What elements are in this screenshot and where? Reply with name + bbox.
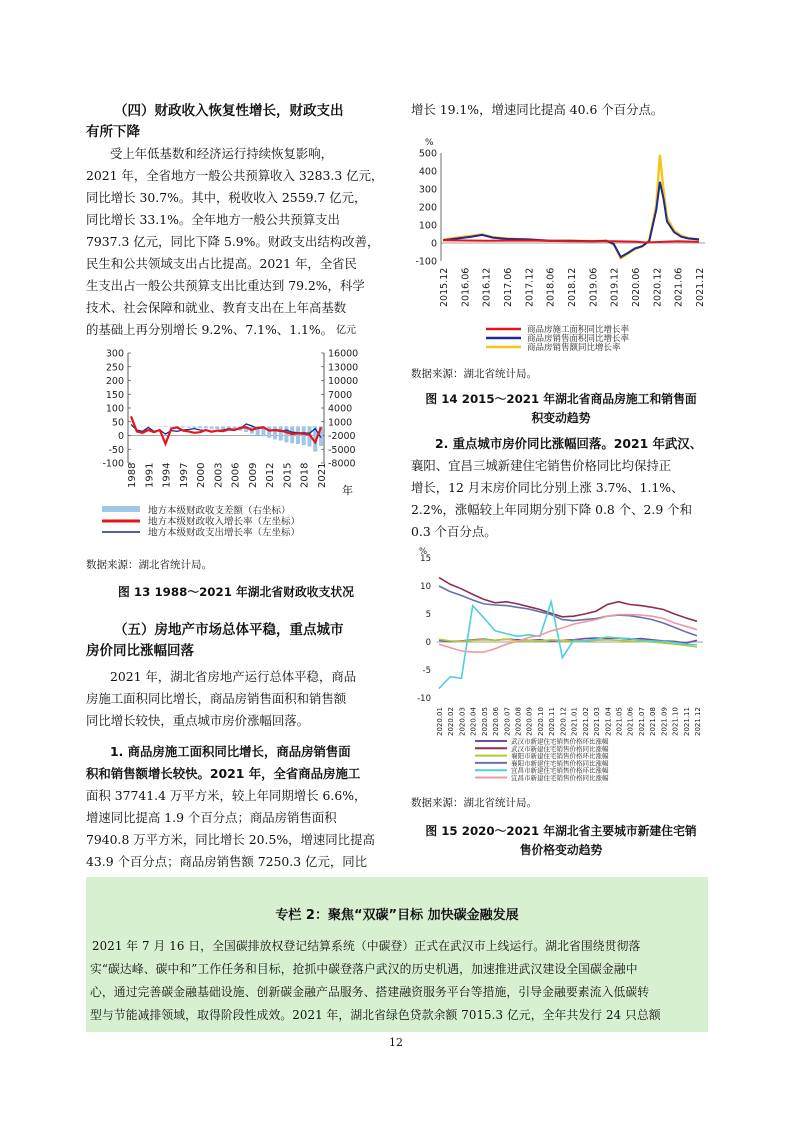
paragraph-line: 襄阳、宜昌三城新建住宅销售价格同比均保持正	[411, 458, 672, 473]
fig14-source: 数据来源：湖北省统计局。	[411, 368, 537, 380]
fig15-y-tick-label: 10	[420, 582, 431, 592]
paragraph-line: 同比增长 30.7%。其中，税收收入 2559.7 亿元，	[86, 190, 367, 205]
paragraph-line	[86, 763, 398, 785]
section4-paragraph	[86, 143, 398, 341]
fig14-x-tick-label: 2018.06	[545, 267, 557, 307]
section4-heading-line1: （四）财政收入恢复性增长，财政支出	[114, 103, 344, 119]
fig15-legend-label: 襄阳市新建住宅销售价格同比涨幅	[511, 759, 609, 768]
fig13-left-tick-label: 150	[105, 389, 124, 401]
fig13-bar	[215, 426, 219, 429]
fig15-legend-label: 襄阳市新建住宅销售价格环比涨幅	[511, 752, 609, 761]
fig14-legend-label: 商品房销售额同比增长率	[527, 343, 621, 353]
fig15-x-tick-label: 2020.12	[559, 707, 568, 736]
fig13-right-tick-label: -8000	[328, 458, 356, 470]
fig13-right-tick-label: -2000	[328, 431, 356, 442]
fig15-x-tick-label: 2020.01	[436, 707, 444, 736]
fig15-x-tick-label: 2021.09	[660, 707, 669, 736]
paragraph-line: 心，通过完善碳金融基础设施、创新碳金融产品服务、搭建融资服务平台等措施，引导金融要素流入低碳转	[90, 985, 650, 999]
fig15-y-tick-label: -5	[422, 666, 431, 676]
fig15-x-tick-label: 2020.03	[458, 707, 467, 736]
fig15-y-tick-label: 5	[425, 610, 431, 620]
fig15-x-tick-label: 2021.12	[694, 707, 702, 736]
fig15-x-tick-label: 2021.05	[615, 707, 624, 736]
fig15-x-tick-label: 2021.06	[626, 707, 635, 736]
feature-box	[86, 877, 708, 1032]
fig14-y-tick-label: 100	[418, 220, 437, 232]
paragraph-line: 增长，12 月末房价同比分别上涨 3.7%、1.1%、	[411, 480, 684, 495]
fig14-y-tick-label: 300	[418, 184, 437, 196]
fig14-x-tick-label: 2021.12	[695, 267, 706, 307]
fig15-x-tick-label: 2020.11	[548, 707, 557, 736]
fig13-bar	[192, 426, 196, 428]
fig15-x-tick-label: 2020.08	[514, 707, 523, 736]
fig14-x-tick-label: 2018.12	[567, 267, 578, 307]
fig13-right-axis-unit: 亿元	[336, 325, 356, 336]
paragraph-line: 技术、社会保障和就业、教育支出在上年高基数	[86, 300, 347, 315]
fig13-legend-label: 地方本级财政支出增长率（左坐标）	[148, 527, 301, 539]
fig14-y-unit: %	[425, 138, 434, 148]
paragraph-line: 1. 商品房施工面积同比增长，商品房销售面	[110, 744, 351, 759]
fig14-caption-line2: 积变动趋势	[531, 411, 591, 425]
feature-box-title: 专栏 2：聚焦“双碳”目标 加快碳金融发展	[275, 908, 519, 923]
fig13-x-tick-label: 2012	[265, 462, 277, 488]
paragraph-line: 型与节能减排领域，取得阶段性成效。2021 年，湖北省绿色贷款余额 7015.3 亿元，全年共发行 24 只总额	[90, 1008, 661, 1022]
fig14-x-tick-label: 2020.06	[631, 267, 642, 307]
fig13-left-tick-label: -50	[108, 444, 124, 456]
fig13-x-tick-label: 1997	[178, 462, 190, 488]
subsection1-bold-tail: 积和销售额增长较快。2021 年，全省商品房施工	[86, 766, 361, 781]
fig13-right-tick-label: 16000	[328, 348, 359, 360]
fig15-x-tick-label: 2020.02	[447, 707, 456, 736]
fig14-y-tick-label: 500	[418, 148, 437, 160]
fig15-x-tick-label: 2020.04	[469, 707, 478, 736]
fig15-x-tick-label: 2020.09	[525, 707, 534, 736]
paragraph-line: 2021 年，湖北省房地产运行总体平稳，商品	[110, 669, 357, 684]
fig13-bar	[284, 426, 288, 442]
fig13-bar	[273, 426, 277, 439]
fig13-bar	[221, 426, 225, 429]
paragraph-line: 2021 年 7 月 16 日，全国碳排放权登记结算系统（中碳登）正式在武汉市上线运行。湖北省围绕贯彻落	[92, 939, 641, 953]
fig15-legend-label: 武汉市新建住宅销售价格环比涨幅	[511, 737, 609, 746]
fig15-y-tick-label: 0	[425, 638, 431, 648]
fig15-x-tick-label: 2021.08	[649, 707, 658, 736]
fig14-caption-line1: 图 14 2015～2021 年湖北省商品房施工和销售面	[425, 392, 697, 406]
section5-heading-line1: （五）房地产市场总体平稳，重点城市	[114, 622, 344, 638]
fig15-x-tick-label: 2020.07	[503, 707, 512, 736]
fig13-bar	[204, 426, 208, 428]
fig13-legend-swatch	[102, 506, 140, 512]
fig14-chart	[411, 137, 711, 359]
fig15-y-unit: %	[419, 547, 428, 557]
fig15-x-tick-label: 2020.06	[492, 707, 501, 736]
paragraph-line: 2021 年，全省地方一般公共预算收入 3283.3 亿元，	[86, 168, 384, 183]
fig14-x-tick-label: 2017.12	[524, 267, 536, 307]
fig13-x-tick-label: 1988	[127, 462, 138, 488]
fig13-x-tick-label: 1994	[161, 462, 173, 488]
fig13-caption: 图 13 1988～2021 年湖北省财政收支状况	[118, 585, 354, 599]
fig13-left-tick-label: 50	[111, 417, 124, 429]
fig13-left-tick-label: -100	[102, 458, 124, 470]
fig13-right-tick-label: 7000	[328, 389, 353, 401]
fig15-y-tick-label: -10	[417, 694, 431, 704]
fig14-x-tick-label: 2019.12	[609, 267, 621, 307]
fig15-chart	[411, 548, 711, 786]
page-number: 12	[389, 1036, 403, 1049]
fig14-x-tick-label: 2017.06	[503, 267, 514, 307]
fig13-x-unit: 年	[342, 484, 353, 497]
fig13-bar	[279, 426, 283, 440]
fig13-left-tick-label: 300	[105, 348, 124, 360]
fig13-right-tick-label: 4000	[328, 403, 353, 415]
fig15-legend-label: 宜昌市新建住宅销售价格环比涨幅	[511, 766, 609, 775]
fig15-caption-line1: 图 15 2020～2021 年湖北省主要城市新建住宅销	[425, 824, 697, 838]
section5-heading	[86, 620, 396, 662]
paragraph-line: 面积 37741.4 万平方米，较上年同期增长 6.6%，	[86, 788, 367, 803]
fig14-series-line	[443, 182, 699, 257]
fig13-left-tick-label: 250	[105, 362, 124, 374]
fig14-y-tick-label: 200	[418, 202, 437, 214]
section4-heading-line2: 有所下降	[86, 124, 140, 140]
section4-heading	[86, 101, 396, 143]
fig13-right-tick-label: 10000	[328, 376, 359, 387]
fig15-source: 数据来源：湖北省统计局。	[411, 797, 537, 809]
fig13-x-tick-label: 2018	[299, 462, 311, 488]
fig14-x-tick-label: 2015.12	[439, 267, 450, 307]
section5-paragraph	[86, 666, 398, 732]
fig13-left-tick-label: 200	[105, 376, 124, 387]
subsection1-paragraph	[86, 741, 398, 873]
fig13-bar	[169, 426, 173, 427]
fig14-x-tick-label: 2019.06	[588, 267, 600, 307]
fig15-caption	[411, 822, 711, 860]
fig15-series-line	[439, 602, 697, 689]
fig14-y-tick-label: 0	[430, 238, 437, 250]
fig15-x-tick-label: 2021.04	[604, 707, 613, 736]
fig15-x-tick-label: 2021.07	[637, 707, 646, 736]
fig14-x-tick-label: 2016.12	[481, 267, 493, 307]
paragraph-line: 实“碳达峰、碳中和”工作任务和目标，抢抓中碳登落户武汉的历史机遇，加速推进武汉建设全国碳金融中	[90, 962, 638, 976]
fig13-bar	[198, 426, 202, 428]
fig15-x-tick-label: 2020.05	[480, 707, 489, 736]
feature-box-paragraph	[90, 935, 661, 1027]
fig13-bar	[181, 426, 185, 427]
fig13-left-tick-label: 0	[117, 431, 124, 442]
paragraph-line: 7937.3 亿元，同比下降 5.9%。财政支出结构改善，	[86, 234, 380, 249]
fig15-x-tick-label: 2021.11	[682, 707, 691, 736]
subsection2-lead: 2. 重点城市房价同比涨幅回落。2021 年武汉、	[435, 436, 703, 451]
paragraph-line: 的基础上再分别增长 9.2%、7.1%、1.1%。	[86, 322, 334, 337]
paragraph-line: 0.3 个百分点。	[411, 524, 497, 539]
fig15-x-tick-label: 2020.10	[536, 707, 545, 736]
fig13-bar	[296, 426, 300, 444]
fig14-y-tick-label: -100	[415, 256, 437, 268]
fig14-caption	[411, 390, 711, 428]
fig14-y-tick-label: 400	[418, 166, 437, 178]
paragraph-line: 增长 19.1%，增速同比提高 40.6 个百分点。	[411, 102, 664, 117]
fig13-bar	[164, 426, 168, 427]
fig14-legend-label: 商品房施工面积同比增长率	[527, 325, 630, 335]
fig13-x-tick-label: 2009	[247, 462, 259, 488]
fig15-x-tick-label: 2021.02	[581, 707, 590, 736]
fig14-x-tick-label: 2021.06	[673, 267, 685, 307]
fig15-y-tick-label: 15	[420, 554, 431, 564]
fig13-left-tick-label: 100	[105, 403, 124, 415]
fig13-x-tick-label: 2015	[282, 462, 294, 488]
fig15-legend-label: 武汉市新建住宅销售价格同比涨幅	[511, 744, 609, 753]
fig15-series-line	[439, 578, 697, 622]
fig13-x-tick-label: 2000	[196, 462, 208, 488]
paragraph-line: 7940.8 万平方米，同比增长 20.5%，增速同比提高	[86, 832, 375, 847]
paragraph-line: 同比增长较快，重点城市房价涨幅回落。	[86, 713, 310, 728]
right-top-line	[411, 99, 711, 121]
paragraph-line: 房施工面积同比增长，商品房销售面积和销售额	[86, 691, 347, 706]
paragraph-line: 43.9 个百分点；商品房销售额 7250.3 亿元，同比	[86, 854, 368, 869]
paragraph-line: 生支出占一般公共预算支出比重达到 79.2%，科学	[86, 278, 365, 293]
paragraph-line: 民生和公共领域支出占比提高。2021 年，全省民	[86, 256, 357, 271]
fig15-x-tick-label: 2021.01	[570, 707, 579, 736]
fig13-bar	[302, 426, 306, 445]
fig14-x-tick-label: 2020.12	[652, 267, 664, 307]
fig13-x-tick-label: 2006	[230, 462, 242, 488]
fig14-x-tick-label: 2016.06	[460, 267, 472, 307]
fig13-x-tick-label: 2003	[213, 462, 225, 488]
fig13-legend-label: 地方本级财政收支差额（右坐标）	[148, 505, 291, 517]
paragraph-line: 2.2%，涨幅较上年同期分别下降 0.8 个、2.9 个和	[411, 502, 692, 517]
section5-heading-line2: 房价同比涨幅回落	[86, 643, 194, 659]
fig13-legend-label: 地方本级财政收入增长率（左坐标）	[148, 516, 301, 528]
paragraph-line: 同比增长 33.1%。全年地方一般公共预算支出	[86, 212, 340, 227]
fig13-x-tick-label: 1991	[144, 462, 156, 488]
fig13-right-tick-label: -5000	[328, 444, 356, 456]
fig13-right-tick-label: 13000	[328, 362, 359, 374]
fig13-bar	[210, 426, 214, 428]
fig15-legend-label: 宜昌市新建住宅销售价格同比涨幅	[511, 774, 609, 782]
fig14-series-line	[443, 240, 699, 242]
fig15-x-tick-label: 2021.10	[671, 707, 680, 736]
fig15-x-tick-label: 2021.03	[593, 707, 602, 736]
fig13-bar	[267, 426, 271, 437]
subsection2-paragraph	[411, 433, 711, 543]
paragraph-line: 增速同比提高 1.9 个百分点；商品房销售面积	[86, 810, 337, 825]
fig15-caption-line2: 售价格变动趋势	[519, 843, 603, 857]
fig13-bar	[187, 426, 191, 427]
fig13-right-tick-label: 1000	[328, 417, 353, 429]
paragraph-line: 受上年低基数和经济运行持续恢复影响，	[110, 146, 334, 161]
paragraph-line	[411, 433, 711, 455]
fig14-legend-label: 商品房销售面积同比增长率	[527, 334, 630, 344]
fig13-x-tick-label: 2021	[317, 462, 328, 488]
fig13-source: 数据来源：湖北省统计局。	[86, 559, 212, 571]
